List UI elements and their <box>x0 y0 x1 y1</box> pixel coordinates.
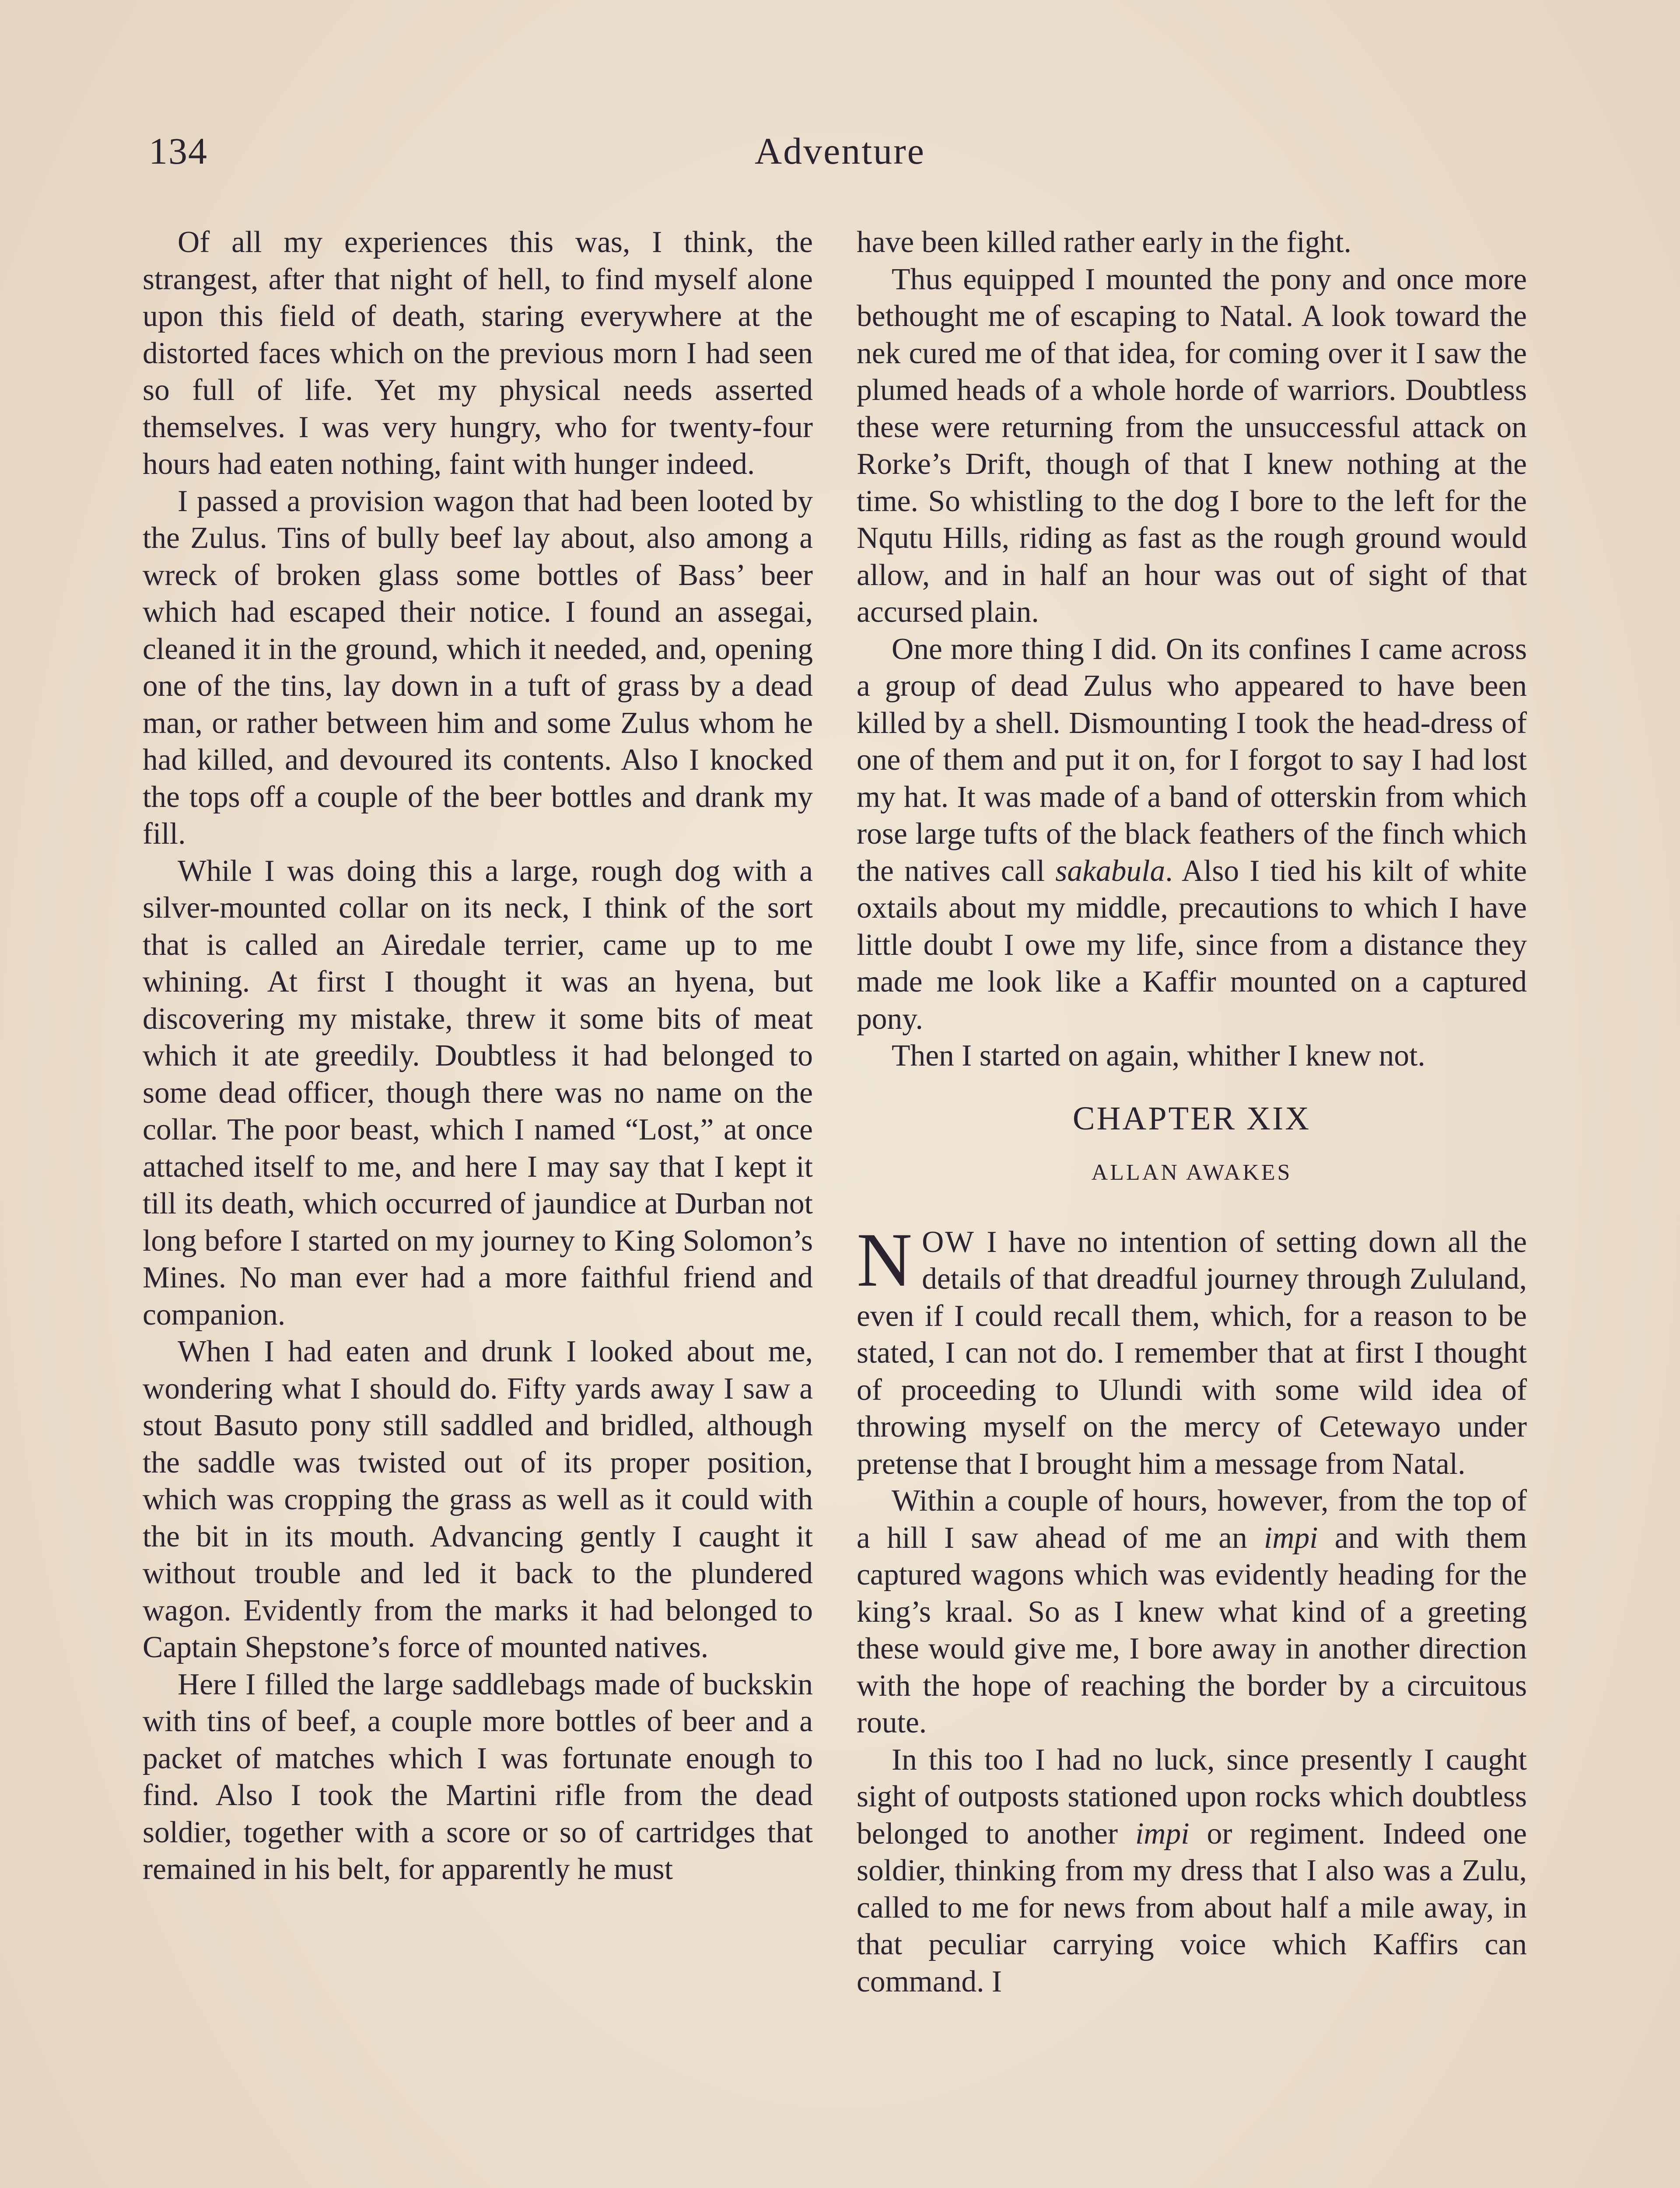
paragraph: Of all my experiences this was, I think, the strangest, after that night of hell, to find myself alone upon this field of death, staring everywhere at the distorted faces which on the previous morn I had seen so full of life. Yet my physical needs asserted themselves. I was very hungry, who for twenty-four hours had eaten nothing, faint with hunger indeed. <box>143 225 813 481</box>
paragraph <box>857 1483 1527 1742</box>
chapter-heading: CHAPTER XIX <box>1072 1100 1311 1137</box>
text-run: I have no intention of setting down all the details of that dreadful journey through Zululand, even if I could recall them, which, for a reason to be stated, I can not do. I remember that at first I thought of proceeding to Ulundi with some wild idea of throwing myself on the mercy of Cetewayo under pretense that I brought him a message from Natal. <box>857 1225 1527 1481</box>
running-title: Adventure <box>755 130 925 172</box>
text-run: or regiment. Indeed one soldier, thinking from my dress that I also was a Zulu, called to me for news from about half a mile away, in that peculiar carrying voice which Kaffirs can command. I <box>857 1816 1527 1999</box>
text-run: Within a couple of hours, however, from the top of a hill I saw ahead of me an <box>857 1484 1527 1555</box>
first-word: OW <box>922 1225 975 1259</box>
italic-term: sakabula <box>1055 854 1166 888</box>
text-run: and with them captured wagons which was evidently heading for the king’s kraal. So as I knew what kind of a greeting these would give me, I bore away in another direction with the hope of reaching the border by a circuitous route. <box>857 1521 1527 1739</box>
chapter-subtitle: ALLAN AWAKES <box>1091 1160 1292 1185</box>
paragraph: While I was doing this a large, rough dog with a silver-mounted collar on its neck, I think of the sort that is called an Airedale terrier, came up to me whining. At first I thought it was an hyena, but discovering my mistake, threw it some bits of meat which it ate greedily. Doubtless it had belonged to some dead officer, though there was no name on the collar. The poor beast, which I named “Lost,” at once attached itself to me, and here I may say that I kept it till its death, which occurred of jaundice at Durban not long before I started on my journey to King Solomon’s Mines. No man ever had a more faithful friend and companion. <box>143 854 813 1332</box>
text-run: . Also I tied his kilt of white oxtails about my middle, precautions to which I have little doubt I owe my life, since from a distance they made me look like a Kaffir mounted on a captured pony. <box>857 854 1527 1036</box>
text-run: One more thing I did. On its confines I came across a group of dead Zulus who appeared to have been killed by a shell. Dismounting I took the head-dress of one of them and put it on, for I forgot to say I had lost my hat. It was made of a band of otterskin from which rose large tufts of the black feathers of the finch which the natives call <box>857 632 1527 888</box>
italic-term: impi <box>1264 1521 1318 1555</box>
paragraph: Here I filled the large saddlebags made of buckskin with tins of beef, a couple more bottles of beer and a packet of matches which I was fortunate enough to find. Also I took the Martini rifle from the dead soldier, together with a score or so of cartridges that remained in his belt, for apparently he must <box>143 1667 813 1886</box>
right-column <box>857 224 1527 2188</box>
drop-cap: N <box>857 1217 913 1303</box>
page-number: 134 <box>149 130 208 172</box>
page-header <box>0 125 1680 186</box>
paragraph: Then I started on again, whither I knew not. <box>892 1039 1425 1073</box>
left-column <box>143 224 813 2188</box>
paragraph: I passed a provision wagon that had been looted by the Zulus. Tins of bully beef lay about, also among a wreck of broken glass some bottles of Bass’ beer which had escaped their notice. I found an assegai, cleaned it in the ground, which it needed, and, opening one of the tins, lay down in a tuft of grass by a dead man, or rather between him and some Zulus whom he had killed, and devoured its contents. Also I knocked the tops off a couple of the beer bottles and drank my fill. <box>143 484 813 851</box>
italic-term: impi <box>1135 1816 1190 1851</box>
paragraph <box>857 631 1527 1038</box>
paragraph <box>857 1742 1527 2001</box>
text-run: In this too I had no luck, since presently I caught sight of outposts stationed upon rocks which doubtless belonged to another <box>857 1743 1527 1851</box>
paragraph: When I had eaten and drunk I looked about me, wondering what I should do. Fifty yards away I saw a stout Basuto pony still saddled and bridled, although the saddle was twisted out of its proper position, which was cropping the grass as well as it could with the bit in its mouth. Advancing gently I caught it without trouble and led it back to the plundered wagon. Evidently from the marks it had belonged to Captain Shepstone’s force of mounted natives. <box>143 1335 813 1664</box>
chapter-opening-paragraph <box>857 1217 1527 1483</box>
paragraph: Thus equipped I mounted the pony and once more bethought me of escaping to Natal. A look toward the nek cured me of that idea, for coming over it I saw the plumed heads of a whole horde of warriors. Doubtless these were returning from the unsuccessful attack on Rorke’s Drift, though of that I knew nothing at the time. So whistling to the dog I bore to the left for the Nqutu Hills, riding as fast as the rough ground would allow, and in half an hour was out of sight of that accursed plain. <box>857 262 1527 629</box>
paragraph-continuation: have been killed rather early in the fight. <box>857 225 1351 259</box>
